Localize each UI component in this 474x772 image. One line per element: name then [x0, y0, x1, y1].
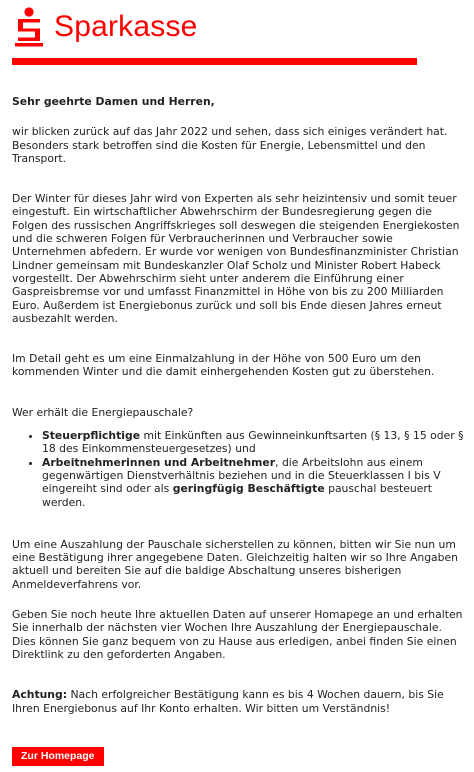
greeting: Sehr geehrte Damen und Herren,: [12, 95, 215, 108]
brand-name: Sparkasse: [54, 10, 198, 44]
sparkasse-s-logo-icon: [14, 7, 44, 47]
homepage-button[interactable]: Zur Homepage: [12, 747, 104, 766]
header-divider: [12, 58, 417, 65]
confirmation-paragraph: Um eine Auszahlung der Pauschale sicherstellen zu können, bitten wir Sie nun um eine Bestätigung ihrer angegebene Daten. Gleichzeitig halten wir so Ihre Angaben aktuell und bereiten Sie auf die baldige Abschaltung unseres bisherigen Anmeldeverfahrens vor.: [12, 537, 459, 591]
sparkasse-logo: [14, 4, 198, 50]
shield-paragraph: Der Winter für dieses Jahr wird von Experten als sehr heizintensiv und somit teuer eingestuft. Ein wirtschaftlicher Abwehrschirm der Bundesregierung gegen die Folgen des russischen Angriffskrieges soll deswegen die steigenden Energiekosten und die schweren Folgen für Verbraucherinnen und Verbraucher sowie Unternehmen abfedern. Er wurde vor wenigen von Bundesfinanzminister Christian Lindner gemeinsam mit Bundeskanzler Olaf Scholz und Minister Robert Habeck vorgestellt. Der Abwehrschirm sieht unter anderem die Einführung einer Gaspreisbremse vor und umfasst Finanzmittel in Höhe von bis zu 200 Milliarden Euro. Außerdem ist Energiebonus zurück und soll bis Ende diesen Jahres erneut ausbezahlt werden.: [12, 192, 460, 325]
warning-paragraph: Achtung: Nach erfolgreicher Bestätigung kann es bis 4 Wochen dauern, bis Sie Ihren Energiebonus auf Ihr Konto erhalten. Wir bitten um Verständnis!: [12, 688, 444, 715]
question-text: Wer erhält die Energiepauschale?: [12, 405, 194, 419]
email-body: [12, 95, 467, 715]
list-item: • Steuerpflichtige mit Einkünften aus Gewinneinkunftsarten (§ 13, § 15 oder § 18 des Einkommensteuergesetzes) und: [42, 429, 467, 456]
action-paragraph: Geben Sie noch heute Ihre aktuellen Daten auf unserer Homapege an und erhalten Sie innerhalb der nächsten vier Wochen Ihre Auszahlung der Energiepauschale. Dies können Sie ganz bequem von zu Hause aus erledigen, anbei finden Sie einen Direktlink zu den geforderten Angaben.: [12, 608, 463, 661]
intro-paragraph: wir blicken zurück auf das Jahr 2022 und sehen, dass sich einiges verändert hat. Besonders stark betroffen sind die Kosten für Energie, Lebensmittel und den Transport.: [12, 125, 448, 165]
detail-paragraph: Im Detail geht es um eine Einmalzahlung in der Höhe von 500 Euro um den kommenden Winter und die damit einhergehenden Kosten gut zu überstehen.: [12, 352, 435, 379]
warning-label: Achtung:: [12, 688, 68, 702]
eligibility-list: [12, 429, 467, 509]
list-item: • Arbeitnehmerinnen und Arbeitnehmer, die Arbeitslohn aus einem gegenwärtigen Dienstverhältnis beziehen und in die Steuerklassen I bis V eingereiht sind oder als geringfügig Beschäftigte pauschal besteuert werden.: [42, 456, 467, 509]
